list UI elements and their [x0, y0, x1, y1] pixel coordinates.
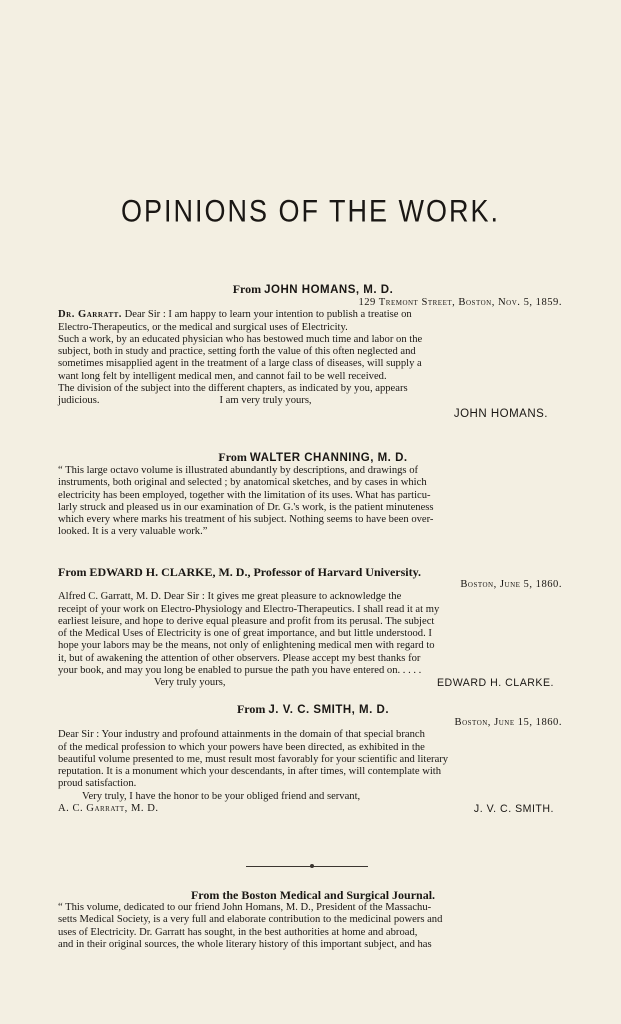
- body-line: Electro-Therapeutics, or the medical and surgical uses of Electricity.: [58, 321, 348, 333]
- letter-address: Boston, June 5, 1860.: [460, 579, 562, 590]
- body-line: receipt of your work on Electro-Physiology and Electro-Therapeutics. I shall read it at my: [58, 603, 440, 615]
- body-line: instruments, both original and selected ; by anatomical sketches, and by cases in which: [58, 477, 427, 489]
- body-line: beautiful volume presented to me, must result most favorably for your scientific and literary: [58, 753, 449, 765]
- body-line: of the medical profession to which your powers have been directed, as exhibited in the: [58, 741, 425, 753]
- closing-line: [58, 395, 568, 407]
- letter-clarke: [58, 565, 568, 690]
- body-line: proud satisfaction.: [58, 778, 137, 790]
- body-line: and in their original sources, the whole literary history of this important subject, and has: [58, 938, 432, 950]
- letter-heading: From EDWARD H. CLARKE, M. D., Professor of Harvard University.: [58, 565, 421, 579]
- body-line: “ This large octavo volume is illustrated abundantly by descriptions, and drawings of: [58, 465, 419, 476]
- letter-line: [58, 309, 568, 321]
- letter-heading: From the Boston Medical and Surgical Journal.: [190, 888, 436, 902]
- body-line-end: judicious.: [58, 395, 100, 407]
- body-line: your book, and may you long be enabled to pursue the path you have entered on. . . . .: [58, 665, 422, 677]
- body-line: sometimes misapplied agent in the treatment of a large class of diseases, will supply a: [58, 358, 422, 370]
- body-line: “ This volume, dedicated to our friend John Homans, M. D., President of the Massachu-: [58, 902, 432, 913]
- letter-heading: [58, 282, 568, 297]
- body-line: setts Medical Society, is a very full and elaborate contribution to the medicinal powers and: [58, 914, 443, 926]
- letter-channing: [58, 450, 568, 539]
- section-divider: [246, 866, 368, 867]
- body-line: earliest leisure, and hope to derive equal pleasure and profit from its perusal. The subject: [58, 615, 435, 627]
- closing: I am very truly yours,: [219, 395, 312, 407]
- heading-name: WALTER CHANNING, M. D.: [249, 452, 408, 464]
- addressee: A. C. Garratt, M. D.: [58, 803, 159, 815]
- body-line: of the Medical Uses of Electricity is one of great importance, and but little understood. I: [58, 628, 432, 640]
- closing: Very truly yours,: [154, 677, 226, 689]
- heading-from: From: [218, 450, 247, 464]
- body-line: Dear Sir : I am happy to learn your intention to publish a treatise on: [124, 309, 412, 321]
- divider-ornament: [310, 864, 314, 868]
- letter-address: Boston, June 15, 1860.: [454, 717, 562, 728]
- letter-homans: [58, 282, 568, 420]
- signature: J. V. C. SMITH.: [473, 803, 554, 816]
- heading-name: JOHN HOMANS, M. D.: [264, 284, 394, 296]
- body-line: subject, both in study and practice, setting forth the value of this often neglected and: [58, 346, 416, 358]
- body-line: The division of the subject into the different chapters, as indicated by you, appears: [58, 383, 408, 395]
- letter-address: 129 Tremont Street, Boston, Nov. 5, 1859.: [358, 297, 562, 308]
- body-line: hope your labors may be the means, not only of enlightening medical men with regard to: [58, 640, 435, 652]
- letter-journal: [58, 888, 568, 951]
- body-line: which every where marks his treatment of his subject. Nothing seems to have been over-: [58, 514, 434, 526]
- letter-heading: [58, 702, 568, 717]
- signature: EDWARD H. CLARKE.: [436, 677, 554, 690]
- salutation: Dr. Garratt.: [58, 309, 122, 321]
- heading-from: From: [236, 702, 266, 716]
- body-line: larly struck and pleased us in our examination of Dr. G.'s work, is the patient minuteness: [58, 501, 434, 513]
- body-line: Dear Sir : Your industry and profound attainments in the domain of that special branch: [58, 729, 425, 741]
- heading-from: From: [232, 282, 262, 296]
- body-line: Alfred C. Garratt, M. D. Dear Sir : It gives me great pleasure to acknowledge the: [58, 591, 402, 603]
- body-line: Very truly, I have the honor to be your obliged friend and servant,: [82, 790, 361, 802]
- page-title: OPINIONS OF THE WORK.: [120, 193, 501, 229]
- letter-heading: [58, 450, 568, 465]
- body-line: Such a work, by an educated physician who has bestowed much time and labor on the: [58, 333, 423, 345]
- body-line: reputation. It is a monument which your descendants, in after times, will contemplate with: [58, 766, 442, 778]
- body-line: electricity has been employed, together with the limitation of its uses. What has particu-: [58, 489, 431, 501]
- body-line: looked. It is a very valuable work.”: [58, 526, 208, 538]
- heading-name: J. V. C. SMITH, M. D.: [268, 704, 390, 716]
- body-line: uses of Electricity. Dr. Garratt has sought, in the best authorities at home and abroad,: [58, 926, 418, 938]
- body-line: it, but of awakening the attention of other observers. Please accept my best thanks for: [58, 652, 421, 664]
- body-line: want long felt by intelligent medical men, and cannot fail to be well received.: [58, 370, 387, 382]
- closing-line: [58, 803, 568, 815]
- letter-smith: [58, 702, 568, 815]
- closing-line: [58, 677, 568, 689]
- signature: JOHN HOMANS.: [453, 407, 548, 420]
